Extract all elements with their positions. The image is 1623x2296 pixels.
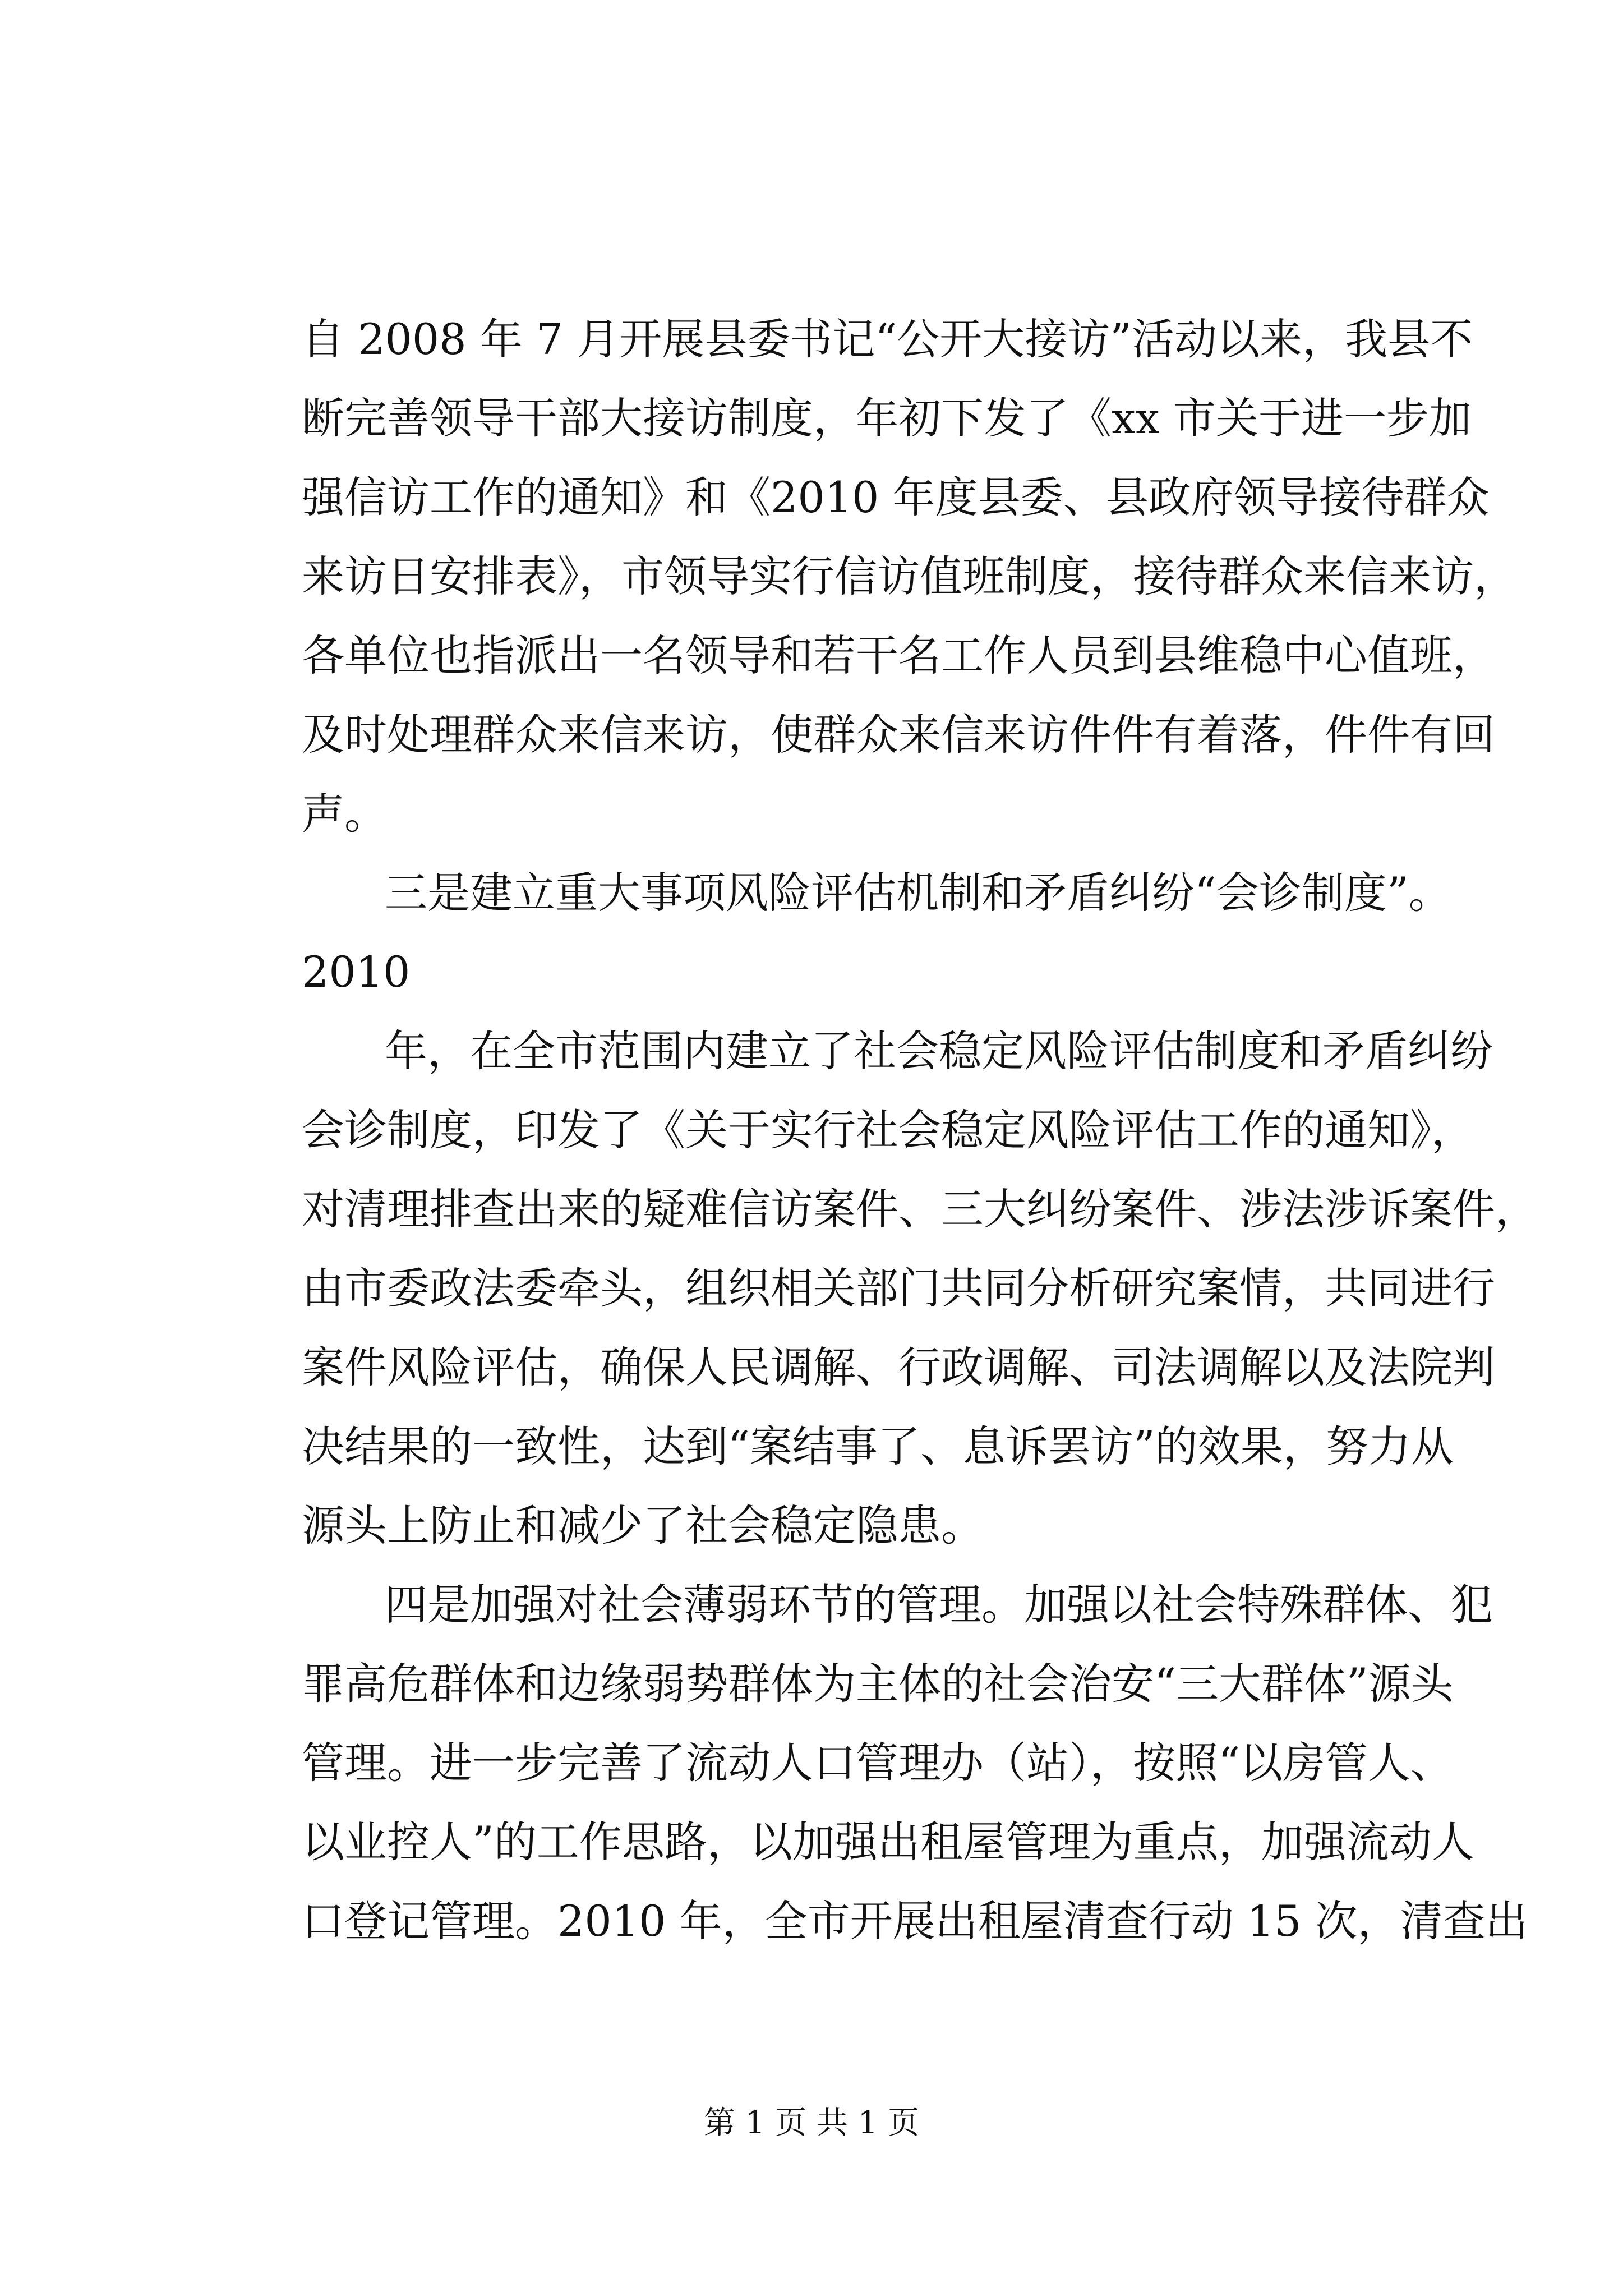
text-line: 及时处理群众来信来访，使群众来信来访件件有着落，件件有回 [302, 710, 1495, 760]
paragraph-start-line: 四是加强对社会薄弱环节的管理。加强以社会特殊群体、犯 [385, 1580, 1493, 1630]
paragraph-start-line: 年，在全市范围内建立了社会稳定风险评估制度和矛盾纠纷 [385, 1026, 1493, 1076]
text-line: 自 2008 年 7 月开展县委书记“公开大接访”活动以来，我县不 [302, 314, 1473, 364]
text-line: 对清理排查出来的疑难信访案件、三大纠纷案件、涉法涉诉案件， [302, 1184, 1538, 1234]
text-line: 断完善领导干部大接访制度，年初下发了《xx 市关于进一步加 [302, 393, 1472, 443]
text-line: 强信访工作的通知》和《2010 年度县委、县政府领导接待群众 [302, 472, 1490, 522]
text-line: 案件风险评估，确保人民调解、行政调解、司法调解以及法院判 [302, 1342, 1495, 1392]
text-line: 罪高危群体和边缘弱势群体为主体的社会治安“三大群体”源头 [302, 1659, 1454, 1709]
text-line: 各单位也指派出一名领导和若干名工作人员到县维稳中心值班， [302, 631, 1495, 680]
text-line: 口登记管理。2010 年，全市开展出租屋清查行动 15 次，清查出 [302, 1896, 1528, 1946]
text-line: 管理。进一步完善了流动人口管理办（站），按照“以房管人、 [302, 1738, 1453, 1788]
text-line: 源头上防止和减少了社会稳定隐患。 [302, 1501, 984, 1550]
text-line: 以业控人”的工作思路，以加强出租屋管理为重点，加强流动人 [302, 1817, 1474, 1867]
text-line: 2010 [302, 947, 411, 997]
text-line: 声。 [302, 789, 387, 839]
text-line: 由市委政法委牵头，组织相关部门共同分析研究案情，共同进行 [302, 1263, 1495, 1313]
paragraph-start-line: 三是建立重大事项风险评估机制和矛盾纠纷“会诊制度”。 [385, 868, 1451, 918]
text-line: 会诊制度，印发了《关于实行社会稳定风险评估工作的通知》， [302, 1105, 1474, 1155]
text-line: 来访日安排表》，市领导实行信访值班制度，接待群众来信来访， [302, 551, 1516, 601]
text-line: 决结果的一致性，达到“案结事了、息诉罢访”的效果，努力从 [302, 1421, 1454, 1471]
page-footer: 第 1 页 共 1 页 [703, 2105, 920, 2141]
